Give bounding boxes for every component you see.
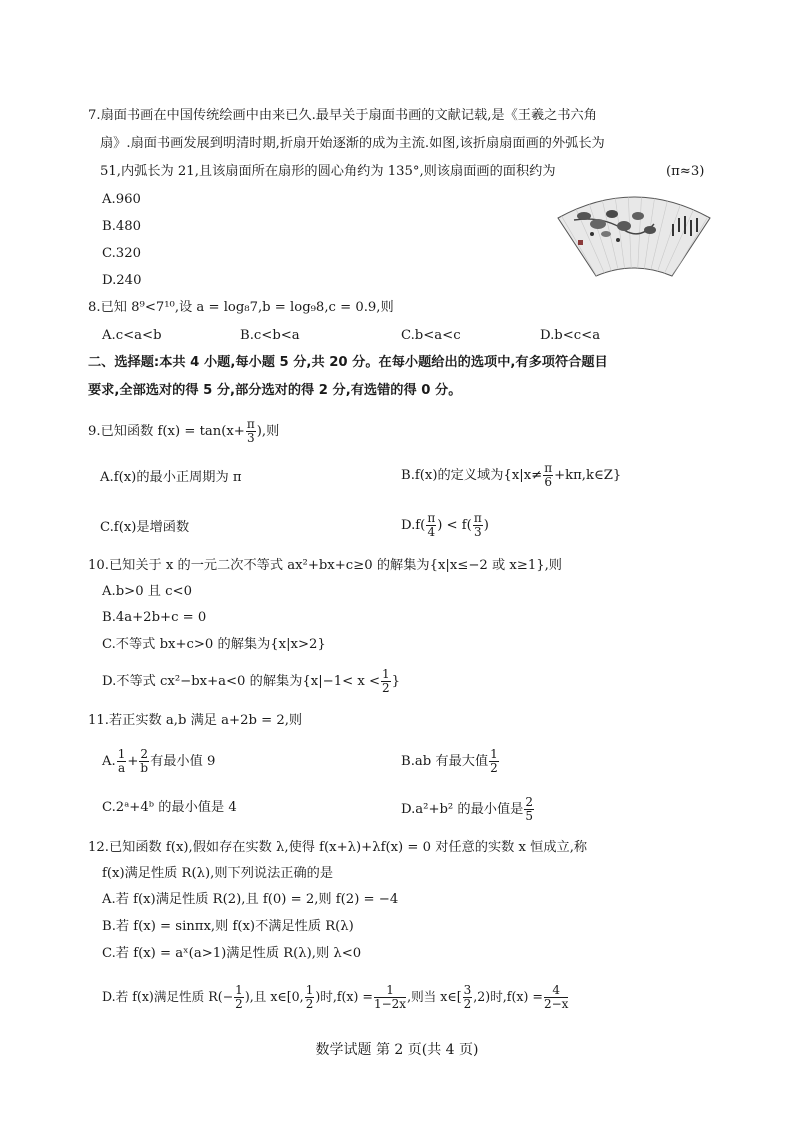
q9-stem: 9.已知函数 f(x) = tan(x+ $\frac{\pi}{3}$ ),则 bbox=[88, 417, 280, 445]
q10-option-a: A.b>0 且 c<0 bbox=[102, 584, 192, 599]
q12-stem-line2: f(x)满足性质 R(λ),则下列说法正确的是 bbox=[102, 866, 334, 881]
q10-option-b: B.4a+2b+c = 0 bbox=[102, 610, 207, 625]
q8-stem: 8.已知 8⁹<7¹⁰,设 a = log₈7,b = log₉8,c = 0.9,则 bbox=[88, 300, 394, 315]
page-footer: 数学试题 第 2 页(共 4 页) bbox=[315, 1042, 479, 1058]
q11-stem: 11.若正实数 a,b 满足 a+2b = 2,则 bbox=[88, 713, 303, 728]
q10-option-d: D.不等式 cx²−bx+a<0 的解集为{x|−1< x < $\frac{1}{2}$ } bbox=[102, 667, 401, 695]
q7-pi-note: (π≈3) bbox=[666, 164, 705, 179]
section2-heading-line1: 二、选择题:本共 4 小题,每小题 5 分,共 20 分。在每小题给出的选项中,有多项符合题目 bbox=[88, 355, 608, 370]
q8-option-c: C.b<a<c bbox=[401, 328, 461, 343]
q7-option-d: D.240 bbox=[102, 273, 142, 288]
q7-option-c: C.320 bbox=[102, 246, 141, 261]
q10-stem: 10.已知关于 x 的一元二次不等式 ax²+bx+c≥0 的解集为{x|x≤−2 或 x≥1},则 bbox=[88, 558, 562, 573]
q9-option-d: D.f( $\frac{\pi}{4}$ ) < f( $\frac{\pi}{3}$ ) bbox=[401, 511, 489, 539]
q7-option-a: A.960 bbox=[102, 192, 141, 207]
q11-option-a: A. $\frac{1}{a}$ + $\frac{2}{b}$ 有最小值 9 bbox=[102, 747, 216, 775]
q8-option-a: A.c<a<b bbox=[102, 328, 162, 343]
q10-option-c: C.不等式 bx+c>0 的解集为{x|x>2} bbox=[102, 637, 326, 652]
q7-stem-line2: 扇》.扇面书画发展到明清时期,折扇开始逐渐的成为主流.如图,该折扇扇面画的外弧长为 bbox=[100, 136, 605, 151]
q12-stem-line1: 12.已知函数 f(x),假如存在实数 λ,使得 f(x+λ)+λf(x) = 0 对任意的实数 x 恒成立,称 bbox=[88, 840, 588, 855]
q12-option-c: C.若 f(x) = aˣ(a>1)满足性质 R(λ),则 λ<0 bbox=[102, 946, 362, 961]
q12-option-d: D.若 f(x)满足性质 R(− $\frac{1}{2}$ ),且 x∈[0, $\frac{1}{2}$ )时,f(x) = $\frac{1}{1-2x}$ ,则当 x∈[ $\frac{3}{2}$ ,2)时,f(x) = $\frac{4}{2-x}$ bbox=[102, 983, 569, 1011]
q7-stem-line3: 51,内弧长为 21,且该扇面所在扇形的圆心角约为 135°,则该扇面画的面积约为 bbox=[100, 164, 556, 179]
q7-stem-line1: 7.扇面书画在中国传统绘画中由来已久.最早关于扇面书画的文献记载,是《王羲之书六角 bbox=[88, 108, 597, 123]
q8-option-d: D.b<c<a bbox=[540, 328, 601, 343]
section2-heading-line2: 要求,全部选对的得 5 分,部分选对的得 2 分,有选错的得 0 分。 bbox=[88, 383, 462, 398]
q12-option-b: B.若 f(x) = sinπx,则 f(x)不满足性质 R(λ) bbox=[102, 919, 354, 934]
folding-fan-painting-image bbox=[554, 190, 714, 278]
q8-option-b: B.c<b<a bbox=[240, 328, 300, 343]
q11-option-b: B.ab 有最大值 $\frac{1}{2}$ bbox=[401, 747, 498, 775]
q9-option-c: C.f(x)是增函数 bbox=[100, 520, 190, 535]
q9-option-b: B.f(x)的定义域为{x|x≠ $\frac{\pi}{6}$ +kπ,k∈Z} bbox=[401, 461, 622, 489]
q11-option-d: D.a²+b² 的最小值是 $\frac{2}{5}$ bbox=[401, 795, 533, 823]
q11-option-c: C.2ᵃ+4ᵇ 的最小值是 4 bbox=[102, 800, 237, 815]
q7-option-b: B.480 bbox=[102, 219, 142, 234]
q12-option-a: A.若 f(x)满足性质 R(2),且 f(0) = 2,则 f(2) = −4 bbox=[102, 892, 399, 907]
q9-option-a: A.f(x)的最小正周期为 π bbox=[100, 470, 242, 485]
